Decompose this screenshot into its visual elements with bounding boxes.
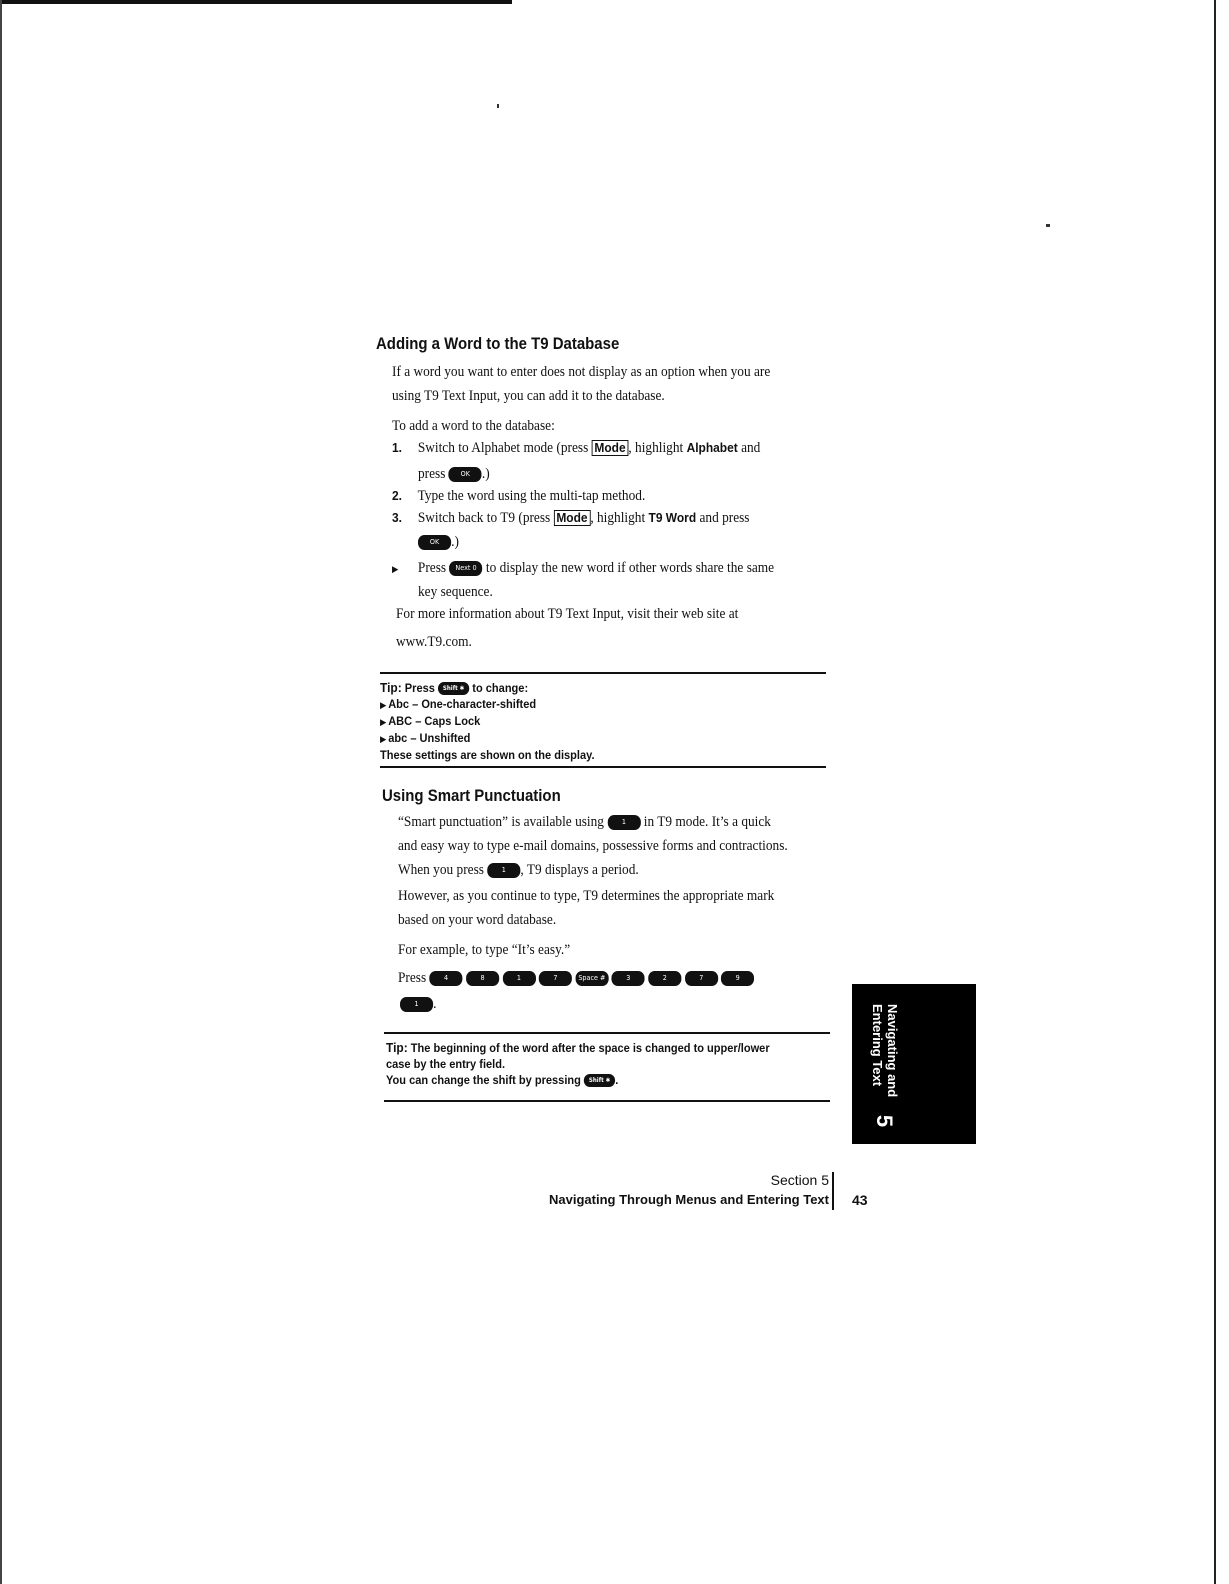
tip-text: The beginning of the word after the space is changed to upper/lower — [410, 1041, 770, 1055]
bold-term: Alphabet — [686, 440, 738, 455]
key-4-icon: 4 — [430, 971, 463, 986]
tip-2 — [386, 1040, 770, 1088]
step-text: and press — [699, 510, 750, 526]
step-2 — [392, 484, 645, 508]
top-edge-bar — [0, 0, 512, 4]
one-key-icon: 1 — [487, 863, 520, 878]
tip-item: ▶ Abc – One-character-shifted — [380, 697, 537, 711]
tip-1 — [380, 680, 595, 763]
key-2-icon: 2 — [648, 971, 681, 986]
step-text: Switch back to T9 (press — [417, 510, 551, 526]
smart-p3: For example, to type “It’s easy.” — [398, 942, 571, 958]
more-info-line-2: www.T9.com. — [396, 634, 472, 650]
tip-2-line — [386, 1040, 770, 1056]
tip-text: . — [615, 1073, 619, 1087]
bullet-arrow-icon: ▶ — [392, 564, 399, 574]
smart-p1-line-2: and easy way to type e-mail domains, possessive forms and contractions. — [398, 838, 788, 854]
next-key-icon: Next 0 — [449, 561, 482, 576]
chapter-tab — [852, 984, 976, 1144]
step-text: Switch to Alphabet mode (press — [417, 440, 589, 456]
tip-2-line — [386, 1072, 770, 1088]
ok-key-icon: OK — [449, 467, 482, 482]
key-3-icon: 3 — [612, 971, 645, 986]
smart-p1-line-1 — [398, 810, 771, 834]
bullet-next-cont: key sequence. — [418, 584, 493, 600]
para-text: , T9 displays a period. — [520, 862, 639, 878]
key-7-icon: 7 — [539, 971, 572, 986]
bold-term: T9 Word — [648, 510, 697, 525]
tip-label: Tip: — [386, 1040, 408, 1055]
scan-speck — [497, 104, 499, 108]
bullet-text: to display the new word if other words share the same — [485, 560, 775, 576]
footer-section: Section 5 — [770, 1172, 829, 1188]
key-1-icon: 1 — [502, 971, 535, 986]
step-number: 1. — [392, 440, 402, 455]
tip-1-line — [380, 680, 595, 696]
step-text: Type the word using the multi-tap method. — [417, 488, 646, 504]
tip-rule-top — [380, 672, 826, 674]
shift-key-icon: Shift ✱ — [584, 1074, 615, 1087]
chapter-tab-number: 5 — [872, 1114, 898, 1128]
tip-item: ▶ ABC – Caps Lock — [380, 714, 481, 728]
smart-p2-line-2: based on your word database. — [398, 912, 557, 928]
right-edge-line — [1214, 0, 1216, 1584]
key-1-icon: 1 — [400, 997, 433, 1012]
key-sequence-cont — [400, 992, 436, 1016]
para-text: Press — [398, 970, 427, 986]
tip-2-line: case by the entry field. — [386, 1057, 506, 1071]
scan-speck — [1046, 224, 1050, 227]
step-text: , highlight — [590, 510, 646, 526]
bullet-text: Press — [417, 560, 447, 576]
smart-p1-line-3 — [398, 858, 639, 882]
step-1 — [392, 436, 760, 460]
left-edge-line — [0, 0, 2, 1584]
chapter-tab-label: Navigating and Entering Text — [870, 1004, 900, 1098]
section-title-t9-database: Adding a Word to the T9 Database — [376, 334, 620, 353]
step-3 — [392, 506, 750, 530]
tip-text: to change: — [472, 681, 529, 695]
step-number: 2. — [392, 488, 402, 503]
shift-key-icon: Shift ✱ — [438, 682, 469, 695]
key-8-icon: 8 — [466, 971, 499, 986]
tip-rule-bottom — [380, 766, 826, 768]
section-title-smart-punctuation: Using Smart Punctuation — [382, 786, 561, 805]
page-number: 43 — [852, 1192, 868, 1208]
tip-rule-bottom — [384, 1100, 830, 1102]
step-3-cont — [418, 530, 459, 554]
para-text: When you press — [398, 862, 484, 878]
tip-note: These settings are shown on the display. — [380, 748, 595, 762]
para-text: in T9 mode. It’s a quick — [643, 814, 771, 830]
mode-key-label: Mode — [592, 440, 629, 456]
step-text: press — [418, 466, 446, 482]
step-text: and — [741, 440, 761, 456]
tip-text: You can change the shift by pressing — [386, 1073, 581, 1087]
tip-item: ▶ abc – Unshifted — [380, 731, 471, 745]
tip-text: Press — [404, 681, 435, 695]
more-info-line-1: For more information about T9 Text Input, visit their web site at — [396, 606, 739, 622]
step-1-cont — [418, 462, 490, 486]
bullet-next — [392, 556, 774, 581]
lead-text: To add a word to the database: — [392, 418, 555, 434]
intro-line-1: If a word you want to enter does not display as an option when you are — [392, 364, 771, 380]
footer-divider — [832, 1172, 834, 1210]
step-text: , highlight — [628, 440, 684, 456]
step-number: 3. — [392, 510, 402, 525]
tip-rule-top — [384, 1032, 830, 1034]
smart-p2-line-1: However, as you continue to type, T9 determines the appropriate mark — [398, 888, 775, 904]
key-sequence — [398, 966, 754, 990]
step-text: .) — [481, 466, 490, 482]
intro-line-2: using T9 Text Input, you can add it to the database. — [392, 388, 665, 404]
key-space-icon: Space # — [575, 971, 608, 986]
footer-chapter: Navigating Through Menus and Entering Text — [549, 1192, 829, 1207]
ok-key-icon: OK — [418, 535, 451, 550]
tip-label: Tip: — [380, 680, 402, 695]
para-text: . — [433, 996, 437, 1012]
step-text: .) — [451, 534, 459, 550]
key-7-icon: 7 — [685, 971, 718, 986]
para-text: “Smart punctuation” is available using — [398, 814, 604, 830]
mode-key-label: Mode — [554, 510, 591, 526]
key-9-icon: 9 — [721, 971, 754, 986]
one-key-icon: 1 — [607, 815, 640, 830]
